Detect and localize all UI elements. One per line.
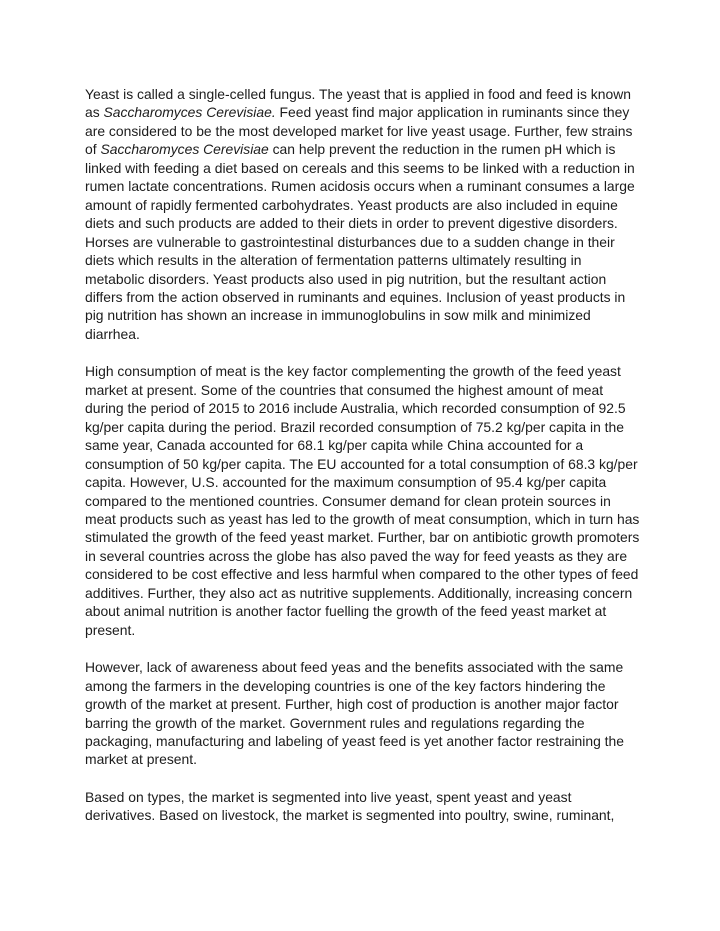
italic-species-name: Saccharomyces Cerevisiae. xyxy=(103,104,276,121)
text-run: However, lack of awareness about feed yeas and the benefits associated with the same among the farmers in the developing countries is one of the key factors hindering the growth of the market at present. Further, high cost of production is another major factor barring the growth of the market. Government rules and regulations regarding the packaging, manufacturing and labeling of yeast feed is yet another factor restraining the market at present. xyxy=(85,659,624,768)
paragraph-restraints xyxy=(85,658,640,769)
paragraph-segmentation xyxy=(85,788,640,825)
paragraph-meat-consumption xyxy=(85,362,640,639)
text-run: Yeast is called a single-celled fungus. The yeast that is applied in food and feed is known as xyxy=(85,86,631,121)
paragraph-yeast-intro xyxy=(85,85,640,343)
document-page xyxy=(85,85,640,844)
text-run: can help prevent the reduction in the rumen pH which is linked with feeding a diet based on cereals and this seems to be linked with a reduction in rumen lactate concentrations. Rumen acidosis occurs when a ruminant consumes a large amount of rapidly fermented carbohydrates. Yeast products are also included in equine diets and such products are added to their diets in order to prevent digestive disorders. Horses are vulnerable to gastrointestinal disturbances due to a sudden change in their diets which results in the alteration of fermentation patterns ultimately resulting in metabolic disorders. Yeast products also used in pig nutrition, but the resultant action differs from the action observed in ruminants and equines. Inclusion of yeast products in pig nutrition has shown an increase in immunoglobulins in sow milk and minimized diarrhea. xyxy=(85,141,635,342)
text-run: Feed yeast find major application in ruminants since they are considered to be the most developed market for live yeast usage. Further, few strains of xyxy=(85,104,633,158)
text-run: Based on types, the market is segmented into live yeast, spent yeast and yeast derivatives. Based on livestock, the market is segmented into poultry, swine, ruminant, xyxy=(85,788,615,824)
text-run: High consumption of meat is the key factor complementing the growth of the feed yeast market at present. Some of the countries that consumed the highest amount of meat during the period of 2015 to 2016 include Australia, which recorded consumption of 92.5 kg/per capita during the period. Brazil recorded consumption of 75.2 kg/per capita in the same year, Canada accounted for 68.1 kg/per capita while China accounted for a consumption of 50 kg/per capita. The EU accounted for a total consumption of 68.3 kg/per capita. However, U.S. accounted for the maximum consumption of 95.4 kg/per capita compared to the mentioned countries. Consumer demand for clean protein sources in meat products such as yeast has led to the growth of meat consumption, which in turn has stimulated the growth of the feed yeast market. Further, bar on antibiotic growth promoters in several countries across the globe has also paved the way for feed yeasts as they are considered to be cost effective and less harmful when compared to the other types of feed additives. Further, they also act as nutritive supplements. Additionally, increasing concern about animal nutrition is another factor fuelling the growth of the feed yeast market at present. xyxy=(85,363,640,638)
italic-species-name: Saccharomyces Cerevisiae xyxy=(100,141,269,158)
